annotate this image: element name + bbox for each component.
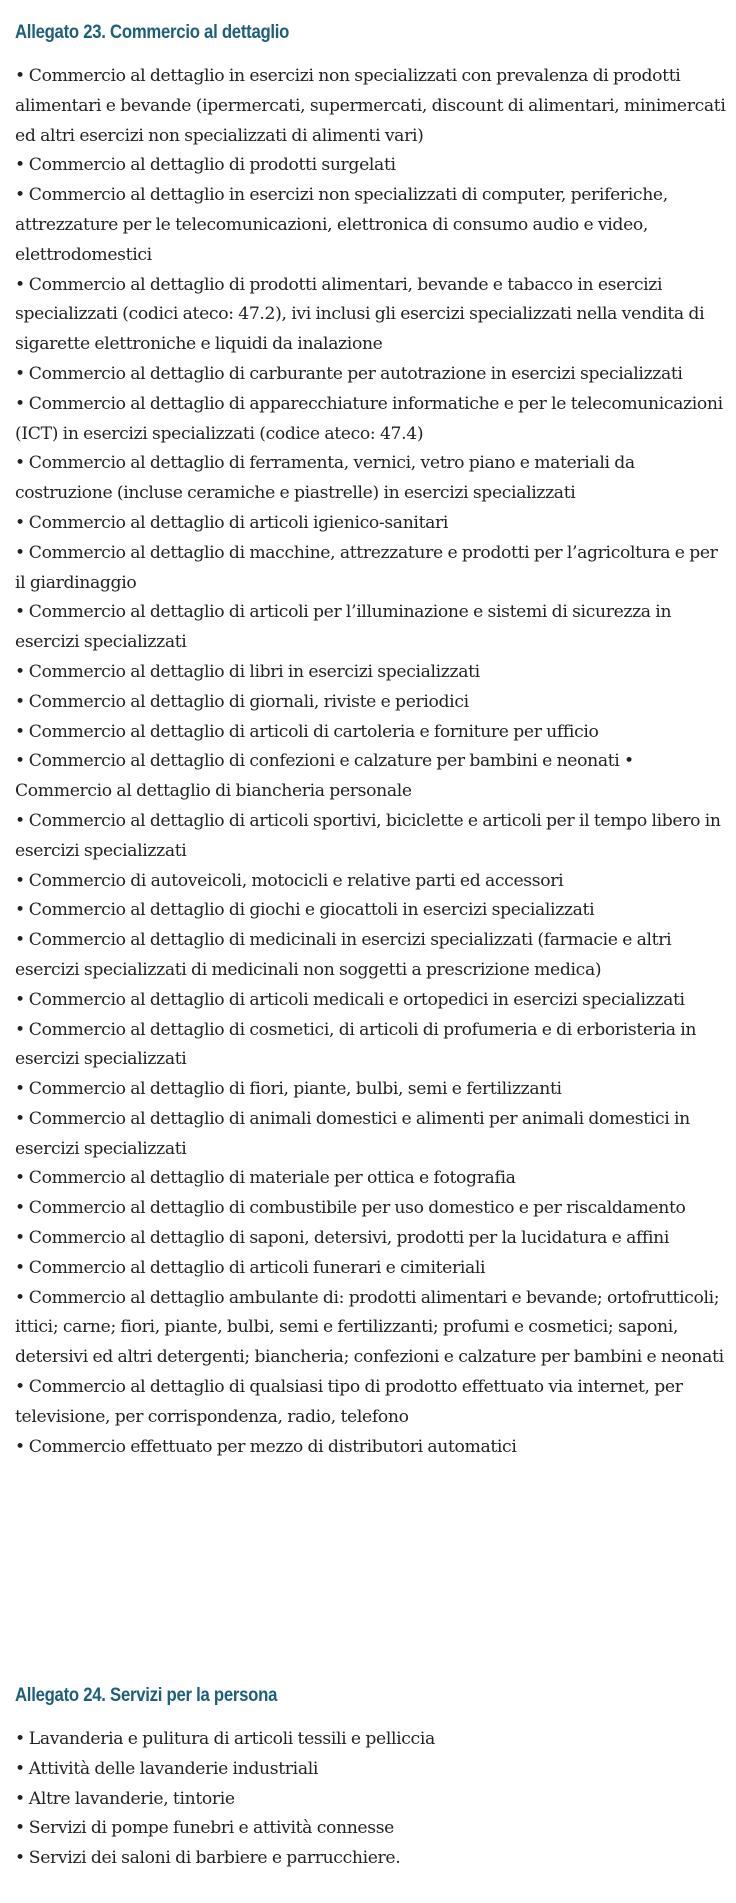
list-item-text: Commercio al dettaglio in esercizi non specializzati di computer, periferiche, attrezzature per le telecomunicazioni, elettronica di consumo audio e video, elettrodomestici (15, 185, 668, 265)
list-item (15, 181, 730, 270)
bullet-icon: • (15, 721, 25, 742)
list-item (15, 509, 730, 539)
list-item (15, 1284, 730, 1373)
list-item (15, 1164, 730, 1194)
list-item (15, 896, 730, 926)
list-item-text: Commercio al dettaglio di articoli sportivi, biciclette e articoli per il tempo libero in esercizi specializzati (15, 810, 721, 861)
bullet-icon: • (15, 900, 25, 921)
list-item-text: Commercio al dettaglio di articoli medicali e ortopedici in esercizi specializzati (28, 989, 685, 1010)
bullet-icon: • (15, 363, 25, 384)
bullet-icon: • (15, 870, 25, 891)
list-item-text: Altre lavanderie, tintorie (28, 1788, 235, 1809)
list-item (15, 1844, 730, 1874)
list-item-text: Commercio al dettaglio in esercizi non specializzati con prevalenza di prodotti alimentari e bevande (ipermercati, supermercati, discount di alimentari, minimercati ed altri esercizi non specializzati di alimenti vari) (15, 66, 726, 146)
bullet-icon: • (15, 1818, 25, 1839)
bullet-icon: • (15, 1198, 25, 1219)
list-item-text: Commercio al dettaglio di libri in esercizi specializzati (28, 661, 480, 682)
list-item (15, 1254, 730, 1284)
bullet-icon: • (15, 751, 25, 772)
list-item (15, 688, 730, 718)
list-item (15, 1785, 730, 1815)
list-item-text: Commercio al dettaglio di combustibile per uso domestico e per riscaldamento (28, 1198, 686, 1219)
list-item (15, 747, 730, 807)
list-item (15, 449, 730, 509)
list-item-text: Commercio al dettaglio di medicinali in esercizi specializzati (farmacie e altri esercizi specializzati di medicinali non soggetti a prescrizione medica) (15, 930, 672, 980)
list-item (15, 1814, 730, 1844)
list-item-text: Commercio al dettaglio di macchine, attrezzature e prodotti per l’agricoltura e per il giardinaggio (15, 542, 718, 593)
bullet-icon: • (15, 274, 25, 295)
bullet-icon: • (15, 1108, 25, 1129)
list-item-text: Commercio al dettaglio di giornali, riviste e periodici (28, 691, 469, 712)
list-item (15, 926, 730, 986)
list-item-text: Commercio al dettaglio di ferramenta, vernici, vetro piano e materiali da costruzione (incluse ceramiche e piastrelle) in esercizi specializzati (15, 453, 635, 504)
list-item (15, 867, 730, 897)
bullet-icon: • (15, 1079, 25, 1100)
list-item-text: Commercio al dettaglio di articoli per l’illuminazione e sistemi di sicurezza in esercizi specializzati (15, 602, 672, 653)
bullet-icon: • (15, 185, 25, 206)
list-item (15, 271, 730, 360)
list-item (15, 658, 730, 688)
bullet-icon: • (15, 1758, 25, 1779)
list-item (15, 1433, 730, 1463)
list-item (15, 1016, 730, 1076)
bullet-icon: • (15, 661, 25, 682)
list-item-text: Commercio al dettaglio di qualsiasi tipo di prodotto effettuato via internet, per televisione, per corrispondenza, radio, telefono (15, 1377, 683, 1427)
list-item (15, 1105, 730, 1165)
bullet-icon: • (15, 1257, 25, 1278)
bullet-icon: • (15, 155, 25, 176)
list-item (15, 598, 730, 658)
list-item (15, 1373, 730, 1433)
bullet-icon: • (15, 930, 25, 951)
list-item (15, 151, 730, 181)
list-item (15, 539, 730, 599)
bullet-icon: • (15, 1436, 25, 1457)
bullet-icon: • (15, 989, 25, 1010)
list-item-text: Commercio effettuato per mezzo di distributori automatici (28, 1436, 517, 1457)
bullet-icon: • (15, 393, 25, 414)
list-item-text: Commercio al dettaglio di giochi e giocattoli in esercizi specializzati (28, 900, 595, 921)
list-item-text: Servizi di pompe funebri e attività connesse (28, 1818, 394, 1839)
list-item-text: Commercio al dettaglio di articoli di cartoleria e forniture per ufficio (28, 721, 599, 742)
list-item-text: Lavanderia e pulitura di articoli tessili e pelliccia (28, 1729, 435, 1749)
list-item-text: Attività delle lavanderie industriali (28, 1758, 319, 1779)
bullet-icon: • (15, 542, 25, 563)
bullet-icon: • (15, 1848, 25, 1869)
bullet-icon: • (15, 691, 25, 712)
list-item (15, 1755, 730, 1785)
list-item-text: Commercio al dettaglio di materiale per ottica e fotografia (28, 1168, 516, 1189)
bullet-icon: • (15, 453, 25, 474)
list-item (15, 1725, 730, 1755)
list-item-text: Commercio al dettaglio di cosmetici, di articoli di profumeria e di erboristeria in esercizi specializzati (15, 1019, 697, 1070)
list-item-text: Commercio al dettaglio ambulante di: prodotti alimentari e bevande; ortofrutticoli; ittici; carne; fiori, piante, bulbi, semi e fertilizzanti; profumi e cosmetici; saponi, detersivi ed altri detergenti; biancheria; confezioni e calzature per bambini e neonati (15, 1287, 724, 1368)
list-item-text: Commercio al dettaglio di saponi, detersivi, prodotti per la lucidatura e affini (28, 1228, 670, 1249)
list-item-text: Commercio di autoveicoli, motocicli e relative parti ed accessori (28, 870, 564, 891)
list-item-text: Commercio al dettaglio di fiori, piante, bulbi, semi e fertilizzanti (28, 1079, 562, 1100)
list-servizi-per-la-persona (15, 1725, 730, 1874)
bullet-icon: • (15, 512, 25, 533)
bullet-icon: • (15, 1228, 25, 1249)
list-item-text: Commercio al dettaglio di confezioni e calzature per bambini e neonati • Commercio al dettaglio di biancheria personale (15, 751, 634, 802)
bullet-icon: • (15, 1377, 25, 1398)
bullet-icon: • (15, 66, 25, 86)
list-item (15, 986, 730, 1016)
list-item (15, 718, 730, 748)
section-title-allegato-24: Allegato 24. Servizi per la persona (15, 1685, 278, 1706)
list-item (15, 390, 730, 450)
list-item-text: Servizi dei saloni di barbiere e parrucchiere. (28, 1848, 401, 1869)
list-item-text: Commercio al dettaglio di apparecchiature informatiche e per le telecomunicazioni (ICT) in esercizi specializzati (codice ateco: 47.4) (15, 393, 723, 444)
list-item (15, 807, 730, 867)
list-item (15, 360, 730, 390)
list-item (15, 1194, 730, 1224)
bullet-icon: • (15, 1788, 25, 1809)
bullet-icon: • (15, 1019, 25, 1040)
bullet-icon: • (15, 1287, 25, 1308)
list-item-text: Commercio al dettaglio di carburante per autotrazione in esercizi specializzati (28, 363, 683, 384)
list-item-text: Commercio al dettaglio di prodotti surgelati (28, 155, 396, 176)
bullet-icon: • (15, 1168, 25, 1189)
list-item (15, 1224, 730, 1254)
section-title-allegato-23: Allegato 23. Commercio al dettaglio (15, 22, 290, 43)
list-item-text: Commercio al dettaglio di prodotti alimentari, bevande e tabacco in esercizi specializzati (codici ateco: 47.2), ivi inclusi gli esercizi specializzati nella vendita di sigarette elettroniche e liquidi da inalazione (15, 274, 705, 355)
list-item-text: Commercio al dettaglio di articoli funerari e cimiteriali (28, 1257, 486, 1278)
list-item-text: Commercio al dettaglio di animali domestici e alimenti per animali domestici in esercizi specializzati (15, 1108, 690, 1159)
list-item-text: Commercio al dettaglio di articoli igienico-sanitari (28, 512, 449, 533)
bullet-icon: • (15, 810, 25, 831)
list-item (15, 1075, 730, 1105)
bullet-icon: • (15, 602, 25, 623)
bullet-icon: • (15, 1729, 25, 1749)
list-item (15, 62, 730, 151)
list-commercio-al-dettaglio (15, 62, 730, 1462)
